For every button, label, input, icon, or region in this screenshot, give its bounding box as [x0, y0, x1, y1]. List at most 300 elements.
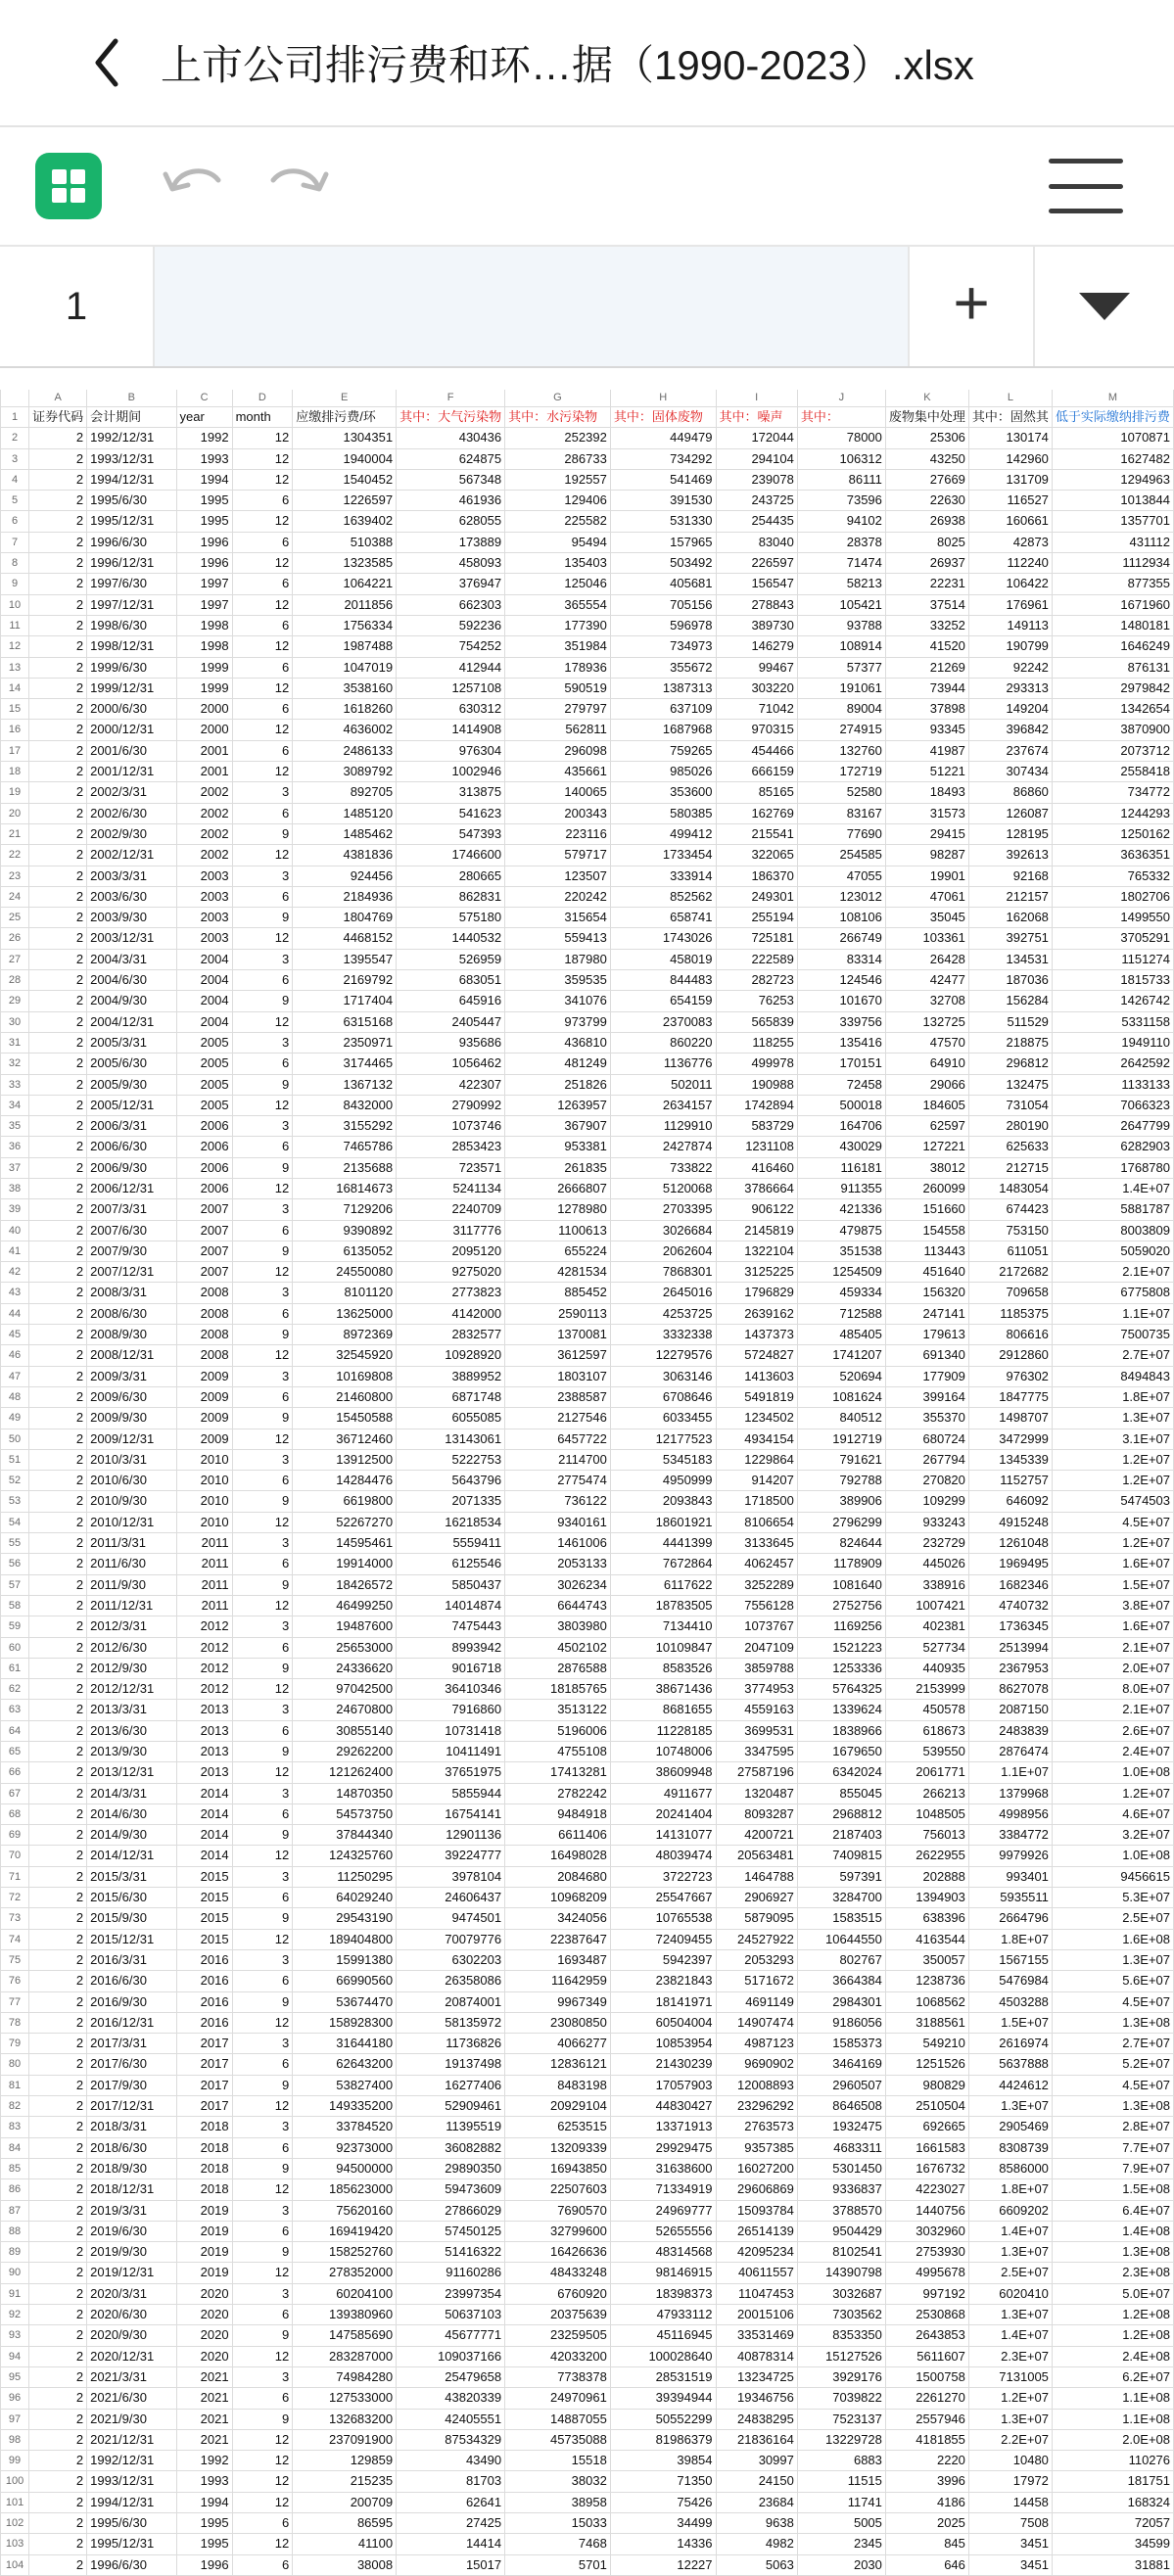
cell[interactable]: 2	[29, 2096, 87, 2117]
cell[interactable]: 1244293	[1052, 803, 1173, 823]
cell[interactable]: 2	[29, 2471, 87, 2492]
row-header-96[interactable]: 96	[1, 2388, 29, 2409]
cell[interactable]: 1.4E+07	[1052, 1178, 1173, 1198]
cell[interactable]: 1815733	[1052, 970, 1173, 991]
cell[interactable]: 2	[29, 1742, 87, 1762]
cell[interactable]: 116527	[968, 491, 1052, 511]
cell[interactable]: 2008	[176, 1283, 232, 1303]
cell[interactable]: 1994/12/31	[87, 469, 176, 490]
cell[interactable]: 1370081	[505, 1325, 611, 1345]
cell[interactable]: 2	[29, 1011, 87, 1032]
cell[interactable]: 14284476	[293, 1471, 397, 1491]
cell[interactable]: 1.2E+07	[1052, 1783, 1173, 1803]
cell[interactable]: 22630	[885, 491, 968, 511]
cell[interactable]: 2004/12/31	[87, 1011, 176, 1032]
cell[interactable]: 10411491	[397, 1742, 505, 1762]
cell[interactable]: 692665	[885, 2117, 968, 2137]
table-row[interactable]	[1, 2221, 1174, 2241]
header-cell[interactable]: 废物集中处理	[885, 407, 968, 428]
cell[interactable]: 1081640	[797, 1574, 885, 1595]
header-cell[interactable]: 其中：固然其	[968, 407, 1052, 428]
cell[interactable]: 12	[232, 1095, 293, 1115]
cell[interactable]: 81986379	[610, 2429, 716, 2450]
cell[interactable]: 4915248	[968, 1512, 1052, 1532]
row-header-78[interactable]: 78	[1, 2012, 29, 2033]
cell[interactable]: 62597	[885, 1116, 968, 1137]
cell[interactable]: 2	[29, 594, 87, 615]
cell[interactable]: 11515	[797, 2471, 885, 2492]
cell[interactable]: 20015106	[716, 2305, 797, 2325]
cell[interactable]: 129859	[293, 2451, 397, 2471]
cell[interactable]: 12	[232, 2179, 293, 2200]
cell[interactable]: 1693487	[505, 1949, 611, 1970]
cell[interactable]: 71334919	[610, 2179, 716, 2200]
cell[interactable]: 7131005	[968, 2366, 1052, 2387]
cell[interactable]: 94500000	[293, 2158, 397, 2178]
cell[interactable]: 2782242	[505, 1783, 611, 1803]
cell[interactable]: 19487600	[293, 1616, 397, 1637]
cell[interactable]: 2	[29, 2429, 87, 2450]
cell[interactable]: 260099	[885, 1178, 968, 1198]
cell[interactable]: 590519	[505, 678, 611, 698]
cell[interactable]: 4.5E+07	[1052, 2075, 1173, 2095]
column-header-b[interactable]: B	[87, 390, 176, 407]
cell[interactable]: 13143061	[397, 1429, 505, 1449]
cell[interactable]: 103361	[885, 928, 968, 949]
cell[interactable]: 399164	[885, 1386, 968, 1407]
cell[interactable]: 1169256	[797, 1616, 885, 1637]
cell[interactable]: 2	[29, 1679, 87, 1700]
cell[interactable]: 2004/9/30	[87, 991, 176, 1011]
cell[interactable]: 1367132	[293, 1074, 397, 1095]
cell[interactable]: 3	[232, 1032, 293, 1053]
cell[interactable]: 50637103	[397, 2305, 505, 2325]
cell[interactable]: 2	[29, 1595, 87, 1616]
table-row[interactable]	[1, 928, 1174, 949]
cell[interactable]: 736122	[505, 1491, 611, 1512]
row-header-7[interactable]: 7	[1, 532, 29, 552]
cell[interactable]: 2011/12/31	[87, 1595, 176, 1616]
cell[interactable]: 5196006	[505, 1720, 611, 1741]
cell[interactable]: 2	[29, 2305, 87, 2325]
row-header-27[interactable]: 27	[1, 949, 29, 969]
cell[interactable]: 1998	[176, 615, 232, 635]
cell[interactable]: 993401	[968, 1866, 1052, 1887]
cell[interactable]: 2021	[176, 2388, 232, 2409]
cell[interactable]: 36082882	[397, 2137, 505, 2158]
cell[interactable]: 4441399	[610, 1533, 716, 1554]
cell[interactable]: 38671436	[610, 1679, 716, 1700]
cell[interactable]: 108914	[797, 636, 885, 657]
cell[interactable]: 4987123	[716, 2034, 797, 2054]
cell[interactable]: 26428	[885, 949, 968, 969]
cell[interactable]: 2004	[176, 970, 232, 991]
cell[interactable]: 412944	[397, 657, 505, 678]
cell[interactable]: 176961	[968, 594, 1052, 615]
column-header-m[interactable]: M	[1052, 390, 1173, 407]
header-cell[interactable]: 其中：大气污染物	[397, 407, 505, 428]
cell[interactable]: 5879095	[716, 1908, 797, 1929]
cell[interactable]: 20375639	[505, 2305, 611, 2325]
cell[interactable]: 12	[232, 469, 293, 490]
cell[interactable]: 13625000	[293, 1303, 397, 1324]
cell[interactable]: 2	[29, 866, 87, 886]
cell[interactable]: 547393	[397, 823, 505, 844]
cell[interactable]: 1994	[176, 2492, 232, 2512]
table-row[interactable]	[1, 491, 1174, 511]
cell[interactable]: 2004	[176, 949, 232, 969]
cell[interactable]: 3	[232, 2034, 293, 2054]
cell[interactable]: 3	[232, 2200, 293, 2221]
cell[interactable]: 147585690	[293, 2325, 397, 2346]
cell[interactable]: 3.8E+07	[1052, 1595, 1173, 1616]
cell[interactable]: 2007/6/30	[87, 1220, 176, 1241]
cell[interactable]: 29543190	[293, 1908, 397, 1929]
cell[interactable]: 5476984	[968, 1971, 1052, 1991]
table-row[interactable]	[1, 1386, 1174, 1407]
cell[interactable]: 16027200	[716, 2158, 797, 2178]
cell[interactable]: 127221	[885, 1137, 968, 1157]
row-header-51[interactable]: 51	[1, 1449, 29, 1470]
cell[interactable]: 645916	[397, 991, 505, 1011]
cell[interactable]: 5637888	[968, 2054, 1052, 2075]
cell[interactable]: 37651975	[397, 1762, 505, 1783]
cell[interactable]: 3774953	[716, 1679, 797, 1700]
table-row[interactable]	[1, 428, 1174, 448]
cell[interactable]: 192557	[505, 469, 611, 490]
cell[interactable]: 23259505	[505, 2325, 611, 2346]
cell[interactable]: 4934154	[716, 1429, 797, 1449]
row-header-91[interactable]: 91	[1, 2283, 29, 2304]
cell[interactable]: 2003	[176, 866, 232, 886]
cell[interactable]: 29262200	[293, 1742, 397, 1762]
row-header-55[interactable]: 55	[1, 1533, 29, 1554]
cell[interactable]: 392751	[968, 928, 1052, 949]
cell[interactable]: 142960	[968, 448, 1052, 469]
row-header-93[interactable]: 93	[1, 2325, 29, 2346]
cell[interactable]: 997192	[885, 2283, 968, 2304]
cell[interactable]: 26937	[885, 553, 968, 574]
cell[interactable]: 1.2E+08	[1052, 2305, 1173, 2325]
cell[interactable]: 94102	[797, 511, 885, 532]
cell[interactable]: 876131	[1052, 657, 1173, 678]
cell[interactable]: 333914	[610, 866, 716, 886]
cell[interactable]: 7690570	[505, 2200, 611, 2221]
cell[interactable]: 24336620	[293, 1658, 397, 1678]
cell[interactable]: 731054	[968, 1095, 1052, 1115]
cell[interactable]: 2	[29, 2117, 87, 2137]
cell[interactable]: 10765538	[610, 1908, 716, 1929]
cell[interactable]: 47933112	[610, 2305, 716, 2325]
cell[interactable]: 2	[29, 636, 87, 657]
cell[interactable]: 2006/9/30	[87, 1157, 176, 1178]
cell[interactable]: 12008893	[716, 2075, 797, 2095]
table-row[interactable]	[1, 1408, 1174, 1429]
cell[interactable]: 7500735	[1052, 1325, 1173, 1345]
cell[interactable]: 105421	[797, 594, 885, 615]
table-row[interactable]	[1, 740, 1174, 761]
cell[interactable]: 12279576	[610, 1345, 716, 1366]
cell[interactable]: 2019	[176, 2263, 232, 2283]
row-header-77[interactable]: 77	[1, 1991, 29, 2012]
cell[interactable]: 6253515	[505, 2117, 611, 2137]
cell[interactable]: 243725	[716, 491, 797, 511]
cell[interactable]: 2.0E+07	[1052, 1658, 1173, 1678]
cell[interactable]: 2010	[176, 1449, 232, 1470]
table-row[interactable]	[1, 1011, 1174, 1032]
cell[interactable]: 2	[29, 1866, 87, 1887]
cell[interactable]: 3705291	[1052, 928, 1173, 949]
table-row[interactable]	[1, 1054, 1174, 1074]
cell[interactable]: 6871748	[397, 1386, 505, 1407]
row-header-58[interactable]: 58	[1, 1595, 29, 1616]
cell[interactable]: 17413281	[505, 1762, 611, 1783]
cell[interactable]: 2790992	[397, 1095, 505, 1115]
cell[interactable]: 158252760	[293, 2242, 397, 2263]
row-header-95[interactable]: 95	[1, 2366, 29, 2387]
cell[interactable]: 2003	[176, 928, 232, 949]
cell[interactable]: 1995	[176, 511, 232, 532]
row-header-48[interactable]: 48	[1, 1386, 29, 1407]
cell[interactable]: 2	[29, 1512, 87, 1532]
row-header-50[interactable]: 50	[1, 1429, 29, 1449]
cell[interactable]: 565839	[716, 1011, 797, 1032]
cell[interactable]: 6	[232, 803, 293, 823]
cell[interactable]: 2853423	[397, 1137, 505, 1157]
cell[interactable]: 1483054	[968, 1178, 1052, 1198]
cell[interactable]: 21269	[885, 657, 968, 678]
row-header-84[interactable]: 84	[1, 2137, 29, 2158]
cell[interactable]: 280665	[397, 866, 505, 886]
cell[interactable]: 76253	[716, 991, 797, 1011]
cell[interactable]: 2025	[885, 2512, 968, 2533]
cell[interactable]: 212157	[968, 886, 1052, 907]
cell[interactable]: 2017/9/30	[87, 2075, 176, 2095]
cell[interactable]: 6	[232, 574, 293, 594]
cell[interactable]: 2002	[176, 782, 232, 803]
cell[interactable]: 2	[29, 1949, 87, 1970]
cell[interactable]: 2	[29, 720, 87, 740]
cell[interactable]: 15093784	[716, 2200, 797, 2221]
row-header-26[interactable]: 26	[1, 928, 29, 949]
cell[interactable]: 149113	[968, 615, 1052, 635]
cell[interactable]: 2	[29, 908, 87, 928]
cell[interactable]: 9	[232, 908, 293, 928]
cell[interactable]: 1992	[176, 2451, 232, 2471]
cell[interactable]: 1229864	[716, 1449, 797, 1470]
cell[interactable]: 42095234	[716, 2242, 797, 2263]
cell[interactable]: 3	[232, 782, 293, 803]
cell[interactable]: 2427874	[610, 1137, 716, 1157]
cell[interactable]: 8025	[885, 532, 968, 552]
cell[interactable]: 2010	[176, 1491, 232, 1512]
row-header-56[interactable]: 56	[1, 1554, 29, 1574]
header-cell[interactable]: year	[176, 407, 232, 428]
cell[interactable]: 109037166	[397, 2346, 505, 2366]
cell[interactable]: 1.8E+07	[1052, 1386, 1173, 1407]
cell[interactable]: 12	[232, 553, 293, 574]
cell[interactable]: 2000/12/31	[87, 720, 176, 740]
cell[interactable]: 132725	[885, 1011, 968, 1032]
cell[interactable]: 4468152	[293, 928, 397, 949]
cell[interactable]: 9484918	[505, 1803, 611, 1824]
cell[interactable]: 220242	[505, 886, 611, 907]
cell[interactable]: 97042500	[293, 1679, 397, 1700]
cell[interactable]: 1047019	[293, 657, 397, 678]
column-header-d[interactable]: D	[232, 390, 293, 407]
cell[interactable]: 131709	[968, 469, 1052, 490]
cell[interactable]: 1261048	[968, 1533, 1052, 1554]
cell[interactable]: 2261270	[885, 2388, 968, 2409]
cell[interactable]: 1250162	[1052, 823, 1173, 844]
table-row[interactable]	[1, 1554, 1174, 1574]
cell[interactable]: 2240709	[397, 1199, 505, 1220]
cell[interactable]: 3722723	[610, 1866, 716, 1887]
cell[interactable]: 5063	[716, 2554, 797, 2575]
cell[interactable]: 3	[232, 1783, 293, 1803]
cell[interactable]: 596978	[610, 615, 716, 635]
cell[interactable]: 4062457	[716, 1554, 797, 1574]
cell[interactable]: 4502102	[505, 1637, 611, 1658]
cell[interactable]: 9390892	[293, 1220, 397, 1241]
row-header-74[interactable]: 74	[1, 1929, 29, 1949]
cell[interactable]: 583729	[716, 1116, 797, 1137]
cell[interactable]: 1499550	[1052, 908, 1173, 928]
cell[interactable]: 6	[232, 2512, 293, 2533]
cell[interactable]: 6	[232, 886, 293, 907]
cell[interactable]: 2	[29, 991, 87, 1011]
cell[interactable]: 1500758	[885, 2366, 968, 2387]
cell[interactable]: 2	[29, 657, 87, 678]
row-header-60[interactable]: 60	[1, 1637, 29, 1658]
row-header-102[interactable]: 102	[1, 2512, 29, 2533]
table-row[interactable]	[1, 1742, 1174, 1762]
cell[interactable]: 2	[29, 1366, 87, 1386]
cell[interactable]: 2	[29, 1908, 87, 1929]
cell[interactable]: 2	[29, 1095, 87, 1115]
header-cell[interactable]: month	[232, 407, 293, 428]
cell[interactable]: 2642592	[1052, 1054, 1173, 1074]
cell[interactable]: 6342024	[797, 1762, 885, 1783]
cell[interactable]: 73944	[885, 678, 968, 698]
cell[interactable]: 16943850	[505, 2158, 611, 2178]
cell[interactable]: 1129910	[610, 1116, 716, 1137]
cell[interactable]: 54573750	[293, 1803, 397, 1824]
row-header-20[interactable]: 20	[1, 803, 29, 823]
cell[interactable]: 862831	[397, 886, 505, 907]
cell[interactable]: 9504429	[797, 2221, 885, 2241]
cell[interactable]: 1996/6/30	[87, 532, 176, 552]
cell[interactable]: 92373000	[293, 2137, 397, 2158]
cell[interactable]: 655224	[505, 1241, 611, 1261]
cell[interactable]: 1151274	[1052, 949, 1173, 969]
cell[interactable]: 24970961	[505, 2388, 611, 2409]
cell[interactable]: 526959	[397, 949, 505, 969]
cell[interactable]: 31638600	[610, 2158, 716, 2178]
cell[interactable]: 1238736	[885, 1971, 968, 1991]
cell[interactable]: 40611557	[716, 2263, 797, 2283]
cell[interactable]: 4142000	[397, 1303, 505, 1324]
cell[interactable]: 2	[29, 1241, 87, 1261]
cell[interactable]: 500018	[797, 1095, 885, 1115]
cell[interactable]: 1056462	[397, 1054, 505, 1074]
cell[interactable]: 24969777	[610, 2200, 716, 2221]
row-header-92[interactable]: 92	[1, 2305, 29, 2325]
cell[interactable]: 611051	[968, 1241, 1052, 1261]
cell[interactable]: 2018	[176, 2158, 232, 2178]
cell[interactable]: 6	[232, 491, 293, 511]
cell[interactable]: 12	[232, 2263, 293, 2283]
cell[interactable]: 2004/3/31	[87, 949, 176, 969]
cell[interactable]: 2007	[176, 1220, 232, 1241]
cell[interactable]: 2016/9/30	[87, 1991, 176, 2012]
cell[interactable]: 59473609	[397, 2179, 505, 2200]
cell[interactable]: 4181855	[885, 2429, 968, 2450]
cell[interactable]: 2019	[176, 2221, 232, 2241]
cell[interactable]: 2017/6/30	[87, 2054, 176, 2075]
cell[interactable]: 2021/6/30	[87, 2388, 176, 2409]
cell[interactable]: 953381	[505, 1137, 611, 1157]
cell[interactable]: 3	[232, 1866, 293, 1887]
cell[interactable]: 2004	[176, 1011, 232, 1032]
cell[interactable]: 1013844	[1052, 491, 1173, 511]
cell[interactable]: 1.3E+07	[968, 2096, 1052, 2117]
cell[interactable]: 255194	[716, 908, 797, 928]
cell[interactable]: 124325760	[293, 1846, 397, 1866]
cell[interactable]: 2018	[176, 2117, 232, 2137]
cell[interactable]: 179613	[885, 1325, 968, 1345]
table-row[interactable]	[1, 1303, 1174, 1324]
cell[interactable]: 1912719	[797, 1429, 885, 1449]
row-header-3[interactable]: 3	[1, 448, 29, 469]
cell[interactable]: 12	[232, 636, 293, 657]
cell[interactable]: 559413	[505, 928, 611, 949]
cell[interactable]: 4.5E+07	[1052, 1512, 1173, 1532]
cell[interactable]: 1.2E+08	[1052, 2325, 1173, 2346]
cell[interactable]: 2002/9/30	[87, 823, 176, 844]
cell[interactable]: 12	[232, 2451, 293, 2471]
cell[interactable]: 562811	[505, 720, 611, 740]
cell[interactable]: 2006/12/31	[87, 1178, 176, 1198]
cell[interactable]: 22507603	[505, 2179, 611, 2200]
cell[interactable]: 29606869	[716, 2179, 797, 2200]
table-row[interactable]	[1, 1491, 1174, 1512]
cell[interactable]: 2012/6/30	[87, 1637, 176, 1658]
column-header-i[interactable]: I	[716, 390, 797, 407]
cell[interactable]: 2558418	[1052, 762, 1173, 782]
cell[interactable]: 140065	[505, 782, 611, 803]
cell[interactable]: 157965	[610, 532, 716, 552]
cell[interactable]: 81703	[397, 2471, 505, 2492]
cell[interactable]: 2	[29, 2137, 87, 2158]
cell[interactable]: 20563481	[716, 1846, 797, 1866]
cell[interactable]: 2017/12/31	[87, 2096, 176, 2117]
cell[interactable]: 1073767	[716, 1616, 797, 1637]
cell[interactable]: 24150	[716, 2471, 797, 2492]
cell[interactable]: 1996	[176, 2554, 232, 2575]
column-header-c[interactable]: C	[176, 390, 232, 407]
row-header-73[interactable]: 73	[1, 1908, 29, 1929]
row-header-103[interactable]: 103	[1, 2534, 29, 2554]
table-row[interactable]	[1, 469, 1174, 490]
cell[interactable]: 2015	[176, 1866, 232, 1887]
cell[interactable]: 1.2E+07	[968, 2388, 1052, 2409]
row-header-49[interactable]: 49	[1, 1408, 29, 1429]
table-row[interactable]	[1, 1241, 1174, 1261]
cell[interactable]: 12	[232, 1429, 293, 1449]
cell[interactable]: 1717404	[293, 991, 397, 1011]
sheet-dropdown-button[interactable]	[1035, 247, 1174, 366]
